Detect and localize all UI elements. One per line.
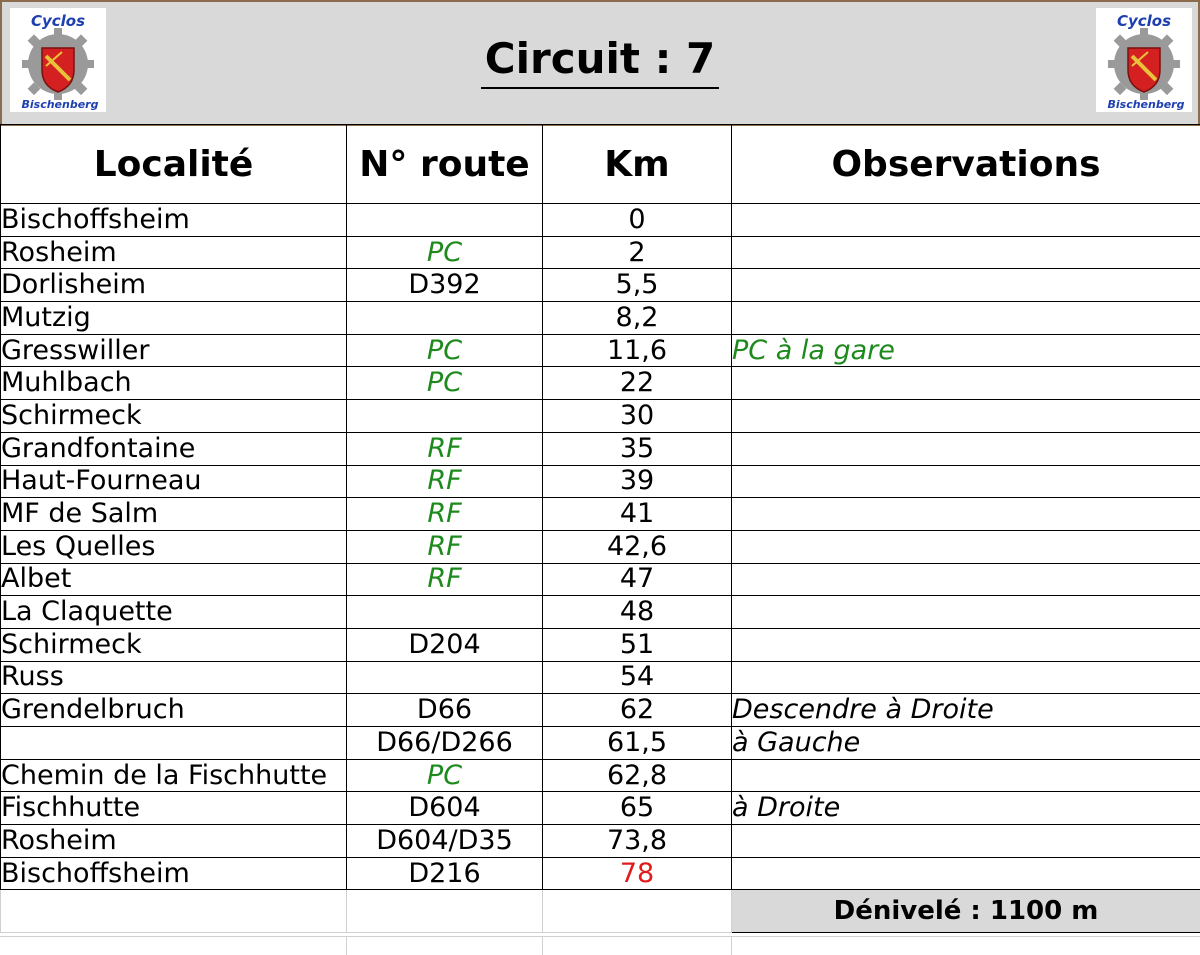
km-cell: 62,8 <box>543 759 732 792</box>
observation-cell <box>732 400 1200 433</box>
km-cell: 8,2 <box>543 302 732 335</box>
grid-line <box>731 937 732 955</box>
observation-cell <box>732 236 1200 269</box>
localite-cell: Gresswiller <box>1 334 347 367</box>
localite-cell: Mutzig <box>1 302 347 335</box>
km-cell: 73,8 <box>543 825 732 858</box>
route-cell: RF <box>347 498 543 531</box>
col-route-header: N° route <box>347 125 543 204</box>
table-row <box>1 400 1200 433</box>
observation-cell: à Droite <box>732 792 1200 825</box>
svg-text:Cyclos: Cyclos <box>31 12 85 30</box>
route-cell <box>347 661 543 694</box>
table-row <box>1 792 1200 825</box>
denivele-row <box>1 890 1200 933</box>
route-cell: D604 <box>347 792 543 825</box>
empty-cell <box>1 890 347 933</box>
localite-cell: Les Quelles <box>1 530 347 563</box>
route-cell: RF <box>347 465 543 498</box>
localite-cell: Rosheim <box>1 236 347 269</box>
localite-cell: Chemin de la Fischhutte <box>1 759 347 792</box>
km-cell: 61,5 <box>543 727 732 760</box>
localite-cell: Haut-Fourneau <box>1 465 347 498</box>
table-row <box>1 498 1200 531</box>
empty-sheet-row <box>0 936 1200 955</box>
observation-cell <box>732 465 1200 498</box>
route-cell: D66/D266 <box>347 727 543 760</box>
table-row <box>1 759 1200 792</box>
route-cell <box>347 596 543 629</box>
route-cell: D66 <box>347 694 543 727</box>
table-row <box>1 302 1200 335</box>
km-cell: 62 <box>543 694 732 727</box>
table-row <box>1 857 1200 890</box>
observation-cell <box>732 530 1200 563</box>
route-cell: D204 <box>347 628 543 661</box>
route-cell: PC <box>347 759 543 792</box>
table-row <box>1 432 1200 465</box>
svg-text:Bischenberg: Bischenberg <box>22 98 99 111</box>
table-row <box>1 596 1200 629</box>
route-cell: D216 <box>347 857 543 890</box>
localite-cell: Albet <box>1 563 347 596</box>
table-row <box>1 465 1200 498</box>
route-cell: RF <box>347 563 543 596</box>
table-body <box>1 204 1200 890</box>
col-km-header: Km <box>543 125 732 204</box>
observation-cell <box>732 367 1200 400</box>
svg-text:Cyclos: Cyclos <box>1117 12 1171 30</box>
observation-cell <box>732 204 1200 237</box>
localite-cell: Bischoffsheim <box>1 857 347 890</box>
col-localite-header: Localité <box>1 125 347 204</box>
km-cell: 39 <box>543 465 732 498</box>
km-cell: 2 <box>543 236 732 269</box>
route-cell: PC <box>347 334 543 367</box>
localite-cell: La Claquette <box>1 596 347 629</box>
observation-cell <box>732 628 1200 661</box>
empty-cell <box>347 890 543 933</box>
circuit-title: Circuit : 7 <box>481 34 719 89</box>
observation-cell: Descendre à Droite <box>732 694 1200 727</box>
observation-cell: PC à la gare <box>732 334 1200 367</box>
km-cell: 48 <box>543 596 732 629</box>
localite-cell: Fischhutte <box>1 792 347 825</box>
km-cell: 0 <box>543 204 732 237</box>
table-row <box>1 661 1200 694</box>
localite-cell: Schirmeck <box>1 400 347 433</box>
km-cell: 51 <box>543 628 732 661</box>
route-cell: RF <box>347 530 543 563</box>
empty-cell <box>543 890 732 933</box>
observation-cell <box>732 661 1200 694</box>
observation-cell <box>732 563 1200 596</box>
table-row <box>1 628 1200 661</box>
table-row <box>1 694 1200 727</box>
grid-line <box>542 937 543 955</box>
denivele-value: Dénivelé : 1100 m <box>732 890 1200 933</box>
observation-cell: à Gauche <box>732 727 1200 760</box>
table-row <box>1 563 1200 596</box>
table-row <box>1 269 1200 302</box>
localite-cell: Bischoffsheim <box>1 204 347 237</box>
route-cell: PC <box>347 367 543 400</box>
km-cell: 42,6 <box>543 530 732 563</box>
table-row <box>1 334 1200 367</box>
km-cell: 11,6 <box>543 334 732 367</box>
km-cell: 54 <box>543 661 732 694</box>
table-row <box>1 825 1200 858</box>
observation-cell <box>732 857 1200 890</box>
circuit-table <box>0 124 1200 933</box>
table-row <box>1 367 1200 400</box>
localite-cell: Russ <box>1 661 347 694</box>
km-cell: 47 <box>543 563 732 596</box>
km-cell: 65 <box>543 792 732 825</box>
localite-cell <box>1 727 347 760</box>
route-cell: D392 <box>347 269 543 302</box>
observation-cell <box>732 759 1200 792</box>
col-observations-header: Observations <box>732 125 1200 204</box>
table-row <box>1 727 1200 760</box>
table-row <box>1 530 1200 563</box>
observation-cell <box>732 825 1200 858</box>
localite-cell: Grandfontaine <box>1 432 347 465</box>
localite-cell: Dorlisheim <box>1 269 347 302</box>
localite-cell: Schirmeck <box>1 628 347 661</box>
observation-cell <box>732 498 1200 531</box>
observation-cell <box>732 596 1200 629</box>
route-cell: D604/D35 <box>347 825 543 858</box>
table-row <box>1 204 1200 237</box>
observation-cell <box>732 302 1200 335</box>
svg-text:Bischenberg: Bischenberg <box>1108 98 1185 111</box>
km-cell: 78 <box>543 857 732 890</box>
km-cell: 22 <box>543 367 732 400</box>
route-cell: PC <box>347 236 543 269</box>
km-cell: 5,5 <box>543 269 732 302</box>
km-cell: 41 <box>543 498 732 531</box>
localite-cell: MF de Salm <box>1 498 347 531</box>
localite-cell: Muhlbach <box>1 367 347 400</box>
route-cell <box>347 204 543 237</box>
table-header-row <box>1 125 1200 204</box>
grid-line <box>346 937 347 955</box>
localite-cell: Grendelbruch <box>1 694 347 727</box>
localite-cell: Rosheim <box>1 825 347 858</box>
page-title <box>0 34 1200 83</box>
observation-cell <box>732 432 1200 465</box>
km-cell: 35 <box>543 432 732 465</box>
route-cell: RF <box>347 432 543 465</box>
observation-cell <box>732 269 1200 302</box>
route-cell <box>347 400 543 433</box>
table-row <box>1 236 1200 269</box>
km-cell: 30 <box>543 400 732 433</box>
route-cell <box>347 302 543 335</box>
